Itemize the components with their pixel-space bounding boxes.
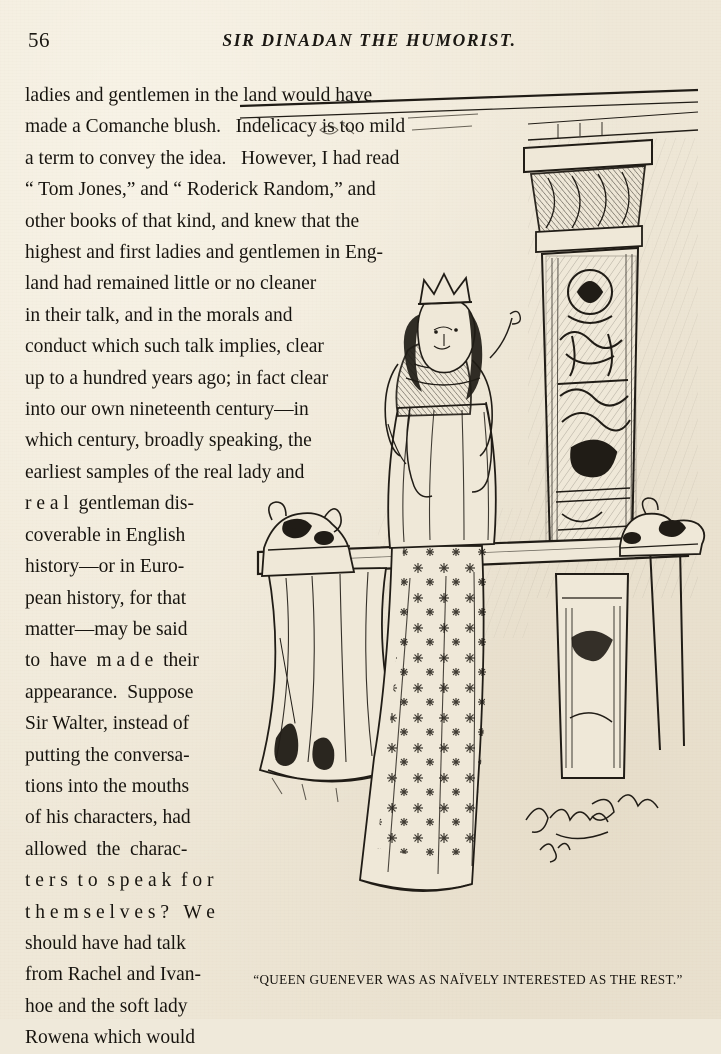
- text-line: made a Comanche blush. Indelicacy is too mild: [25, 116, 406, 138]
- text-line: hoe and the soft lady: [25, 995, 188, 1017]
- text-line: a term to convey the idea. However, I had read: [25, 147, 400, 169]
- text-line: allowed the charac-: [25, 838, 188, 860]
- illustration-caption: “QUEEN GUENEVER WAS AS NAÏVELY INTERESTED AS THE REST.”: [253, 972, 683, 987]
- text-line: appearance. Suppose: [25, 681, 194, 703]
- text-line: earliest samples of the real lady and: [25, 461, 305, 483]
- text-line: to have m a d e their: [25, 650, 199, 672]
- text-line: land had remained little or no cleaner: [25, 273, 317, 295]
- text-line: history—or in Euro-: [25, 556, 185, 578]
- text-line: highest and first ladies and gentlemen in Eng-: [25, 242, 383, 264]
- text-line: ladies and gentlemen in the land would have: [25, 85, 373, 106]
- text-line: r e a l gentleman dis-: [25, 493, 194, 515]
- sketch-marks: [320, 114, 478, 134]
- text-line: Sir Walter, instead of: [25, 713, 190, 735]
- carved-stone-column: [542, 248, 638, 548]
- text-line: pean history, for that: [25, 587, 187, 609]
- text-line: t h e m s e l v e s ? W e: [25, 901, 215, 923]
- text-line: tions into the mouths: [25, 775, 190, 797]
- small-dog-left: [262, 502, 354, 576]
- text-line: t e r s t o s p e a k f o r: [25, 870, 214, 892]
- text-line: “ Tom Jones,” and “ Roderick Random,” and: [25, 179, 376, 201]
- text-line: in their talk, and in the morals and: [25, 304, 293, 326]
- text-line: coverable in English: [25, 524, 186, 546]
- text-line: conduct which such talk implies, clear: [25, 336, 324, 358]
- text-line: Rowena which would: [25, 1027, 196, 1049]
- running-head-title: SIR DINADAN THE HUMORIST.: [222, 30, 517, 50]
- text-line: matter—may be said: [25, 618, 188, 640]
- text-line: of his characters, had: [25, 807, 191, 829]
- text-line: which century, broadly speaking, the: [25, 430, 312, 452]
- text-line: from Rachel and Ivan-: [25, 964, 201, 986]
- crown: [418, 274, 472, 304]
- column-base: [556, 574, 628, 778]
- text-line: up to a hundred years ago; in fact clear: [25, 367, 329, 389]
- artist-signature: [526, 795, 658, 862]
- queen-guenever-illustration: [228, 78, 706, 963]
- page-number: 56: [28, 28, 50, 52]
- text-line: other books of that kind, and knew that the: [25, 210, 360, 232]
- running-head: [0, 28, 721, 54]
- text-line: into our own nineteenth century—in: [25, 399, 309, 421]
- text-line: putting the conversa-: [25, 744, 190, 766]
- text-line: should have had talk: [25, 932, 186, 954]
- carved-column-capital: [524, 140, 652, 252]
